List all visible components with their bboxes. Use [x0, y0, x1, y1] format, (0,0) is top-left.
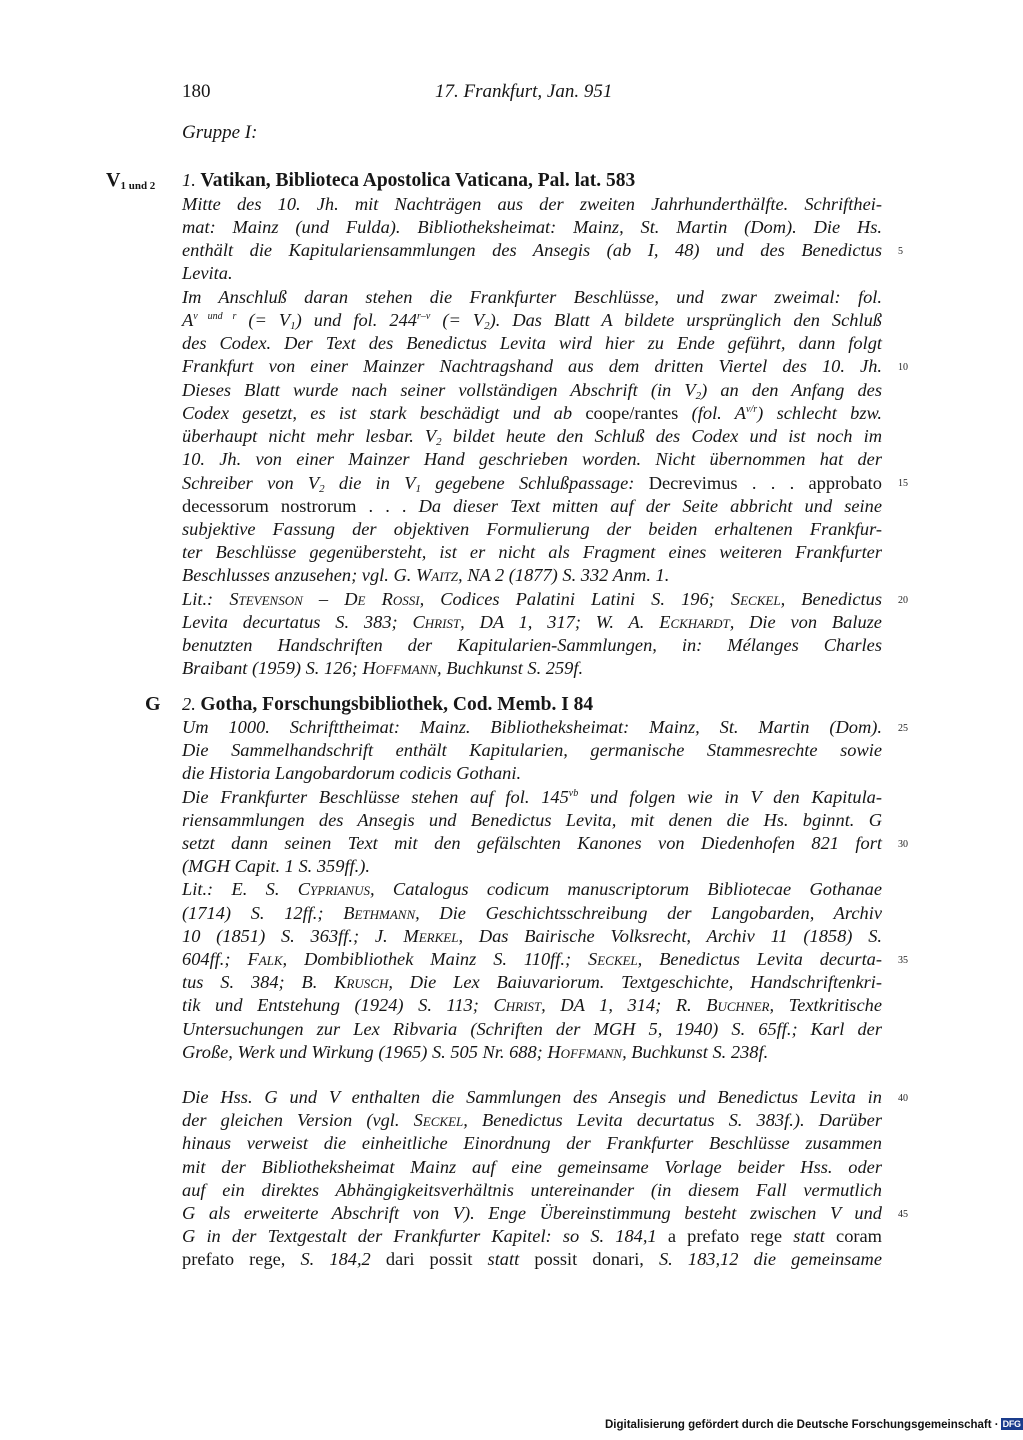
entry-heading-2: 2. Gotha, Forschungsbibliothek, Cod. Memb. I 84: [182, 694, 594, 715]
text-line: setzt dann seinen Text mit den gefälschten Kanones von Diedenhofen 821 fort: [182, 833, 882, 853]
line-number: 25: [898, 723, 908, 734]
group-heading: Gruppe I:: [182, 122, 258, 143]
page-number: 180: [182, 81, 211, 102]
text-line: (MGH Capit. 1 S. 359ff.).: [182, 856, 370, 876]
text-line: die Historia Langobardorum codicis Gothani.: [182, 763, 522, 783]
entry-heading-1: 1. Vatikan, Biblioteca Apostolica Vaticana, Pal. lat. 583: [182, 170, 636, 191]
text-line: Levita decurtatus S. 383; Christ, DA 1, 317; W. A. Eckhardt, Die von Baluze: [182, 612, 882, 632]
text-line: der gleichen Version (vgl. Seckel, Benedictus Levita decurtatus S. 383f.). Darüber: [182, 1110, 882, 1130]
credit-text: Digitalisierung gefördert durch die Deutsche Forschungsgemeinschaft ·: [605, 1419, 999, 1431]
text-line: benutzten Handschriften der Kapitularien-Sammlungen, in: Mélanges Charles: [182, 635, 882, 655]
line-number: 45: [898, 1209, 908, 1220]
text-line: Lit.: E. S. Cyprianus, Catalogus codicum manuscriptorum Bibliotecae Gothanae: [182, 879, 883, 899]
text-line: Untersuchungen zur Lex Ribvaria (Schriften der MGH 5, 1940) S. 65ff.; Karl der: [182, 1019, 882, 1039]
text-line: enthält die Kapitulariensammlungen des Ansegis (ab I, 48) und des Benedictus: [182, 240, 882, 260]
text-line: Um 1000. Schrifttheimat: Mainz. Bibliotheksheimat: Mainz, St. Martin (Dom).: [182, 717, 882, 737]
line-number: 10: [898, 362, 908, 373]
siglum-v: $V_{1 und 2}$: [106, 169, 156, 192]
text-line: $A^{v und r}$ (= $V_1$) und fol. 244$^{r-v}$ (= $V_2$). Das Blatt A bildete ursprünglich den Schluß: [182, 310, 882, 332]
text-line: mat: Mainz (und Fulda). Bibliotheksheimat: Mainz, St. Martin (Dom). Die Hs.: [182, 217, 882, 237]
text-line: (1714) S. 12ff.; Bethmann, Die Geschichtsschreibung der Langobarden, Archiv: [182, 903, 882, 923]
text-line: auf ein direktes Abhängigkeitsverhältnis untereinander (in diesem Fall vermutlich: [182, 1180, 882, 1200]
text-line: Mitte des 10. Jh. mit Nachträgen aus der zweiten Jahrhunderthälfte. Schrifthei-: [182, 194, 882, 214]
text-line: Codex gesetzt, es ist stark beschädigt und ab coope/rantes (fol. $A^{v/r}$) schlecht bzw.: [182, 403, 883, 423]
text-line: subjektive Fassung der objektiven Formulierung der beiden erhaltenen Frankfur-: [182, 519, 882, 539]
text-line: Die Sammelhandschrift enthält Kapitularien, germanische Stammesrechte sowie: [182, 740, 882, 760]
text-line: hinaus verweist die einheitliche Einordnung der Frankfurter Beschlüsse zusammen: [182, 1133, 882, 1153]
text-line: 604ff.; Falk, Dombibliothek Mainz S. 110ff.; Seckel, Benedictus Levita decurta-: [182, 949, 883, 969]
line-number: 35: [898, 955, 908, 966]
text-line: Schreiber von $V_2$ die in $V_1$ gegebene Schlußpassage: Decrevimus . . . approbato: [182, 473, 882, 495]
text-line: tus S. 384; B. Krusch, Die Lex Baiuvariorum. Textgeschichte, Handschriftenkri-: [182, 972, 882, 992]
text-line: riensammlungen des Ansegis und Benedictus Levita, mit denen die Hs. bginnt. G: [182, 810, 882, 830]
text-line: Die Hss. G und V enthalten die Sammlungen des Ansegis und Benedictus Levita in: [182, 1087, 882, 1107]
digitization-credit: [605, 1418, 1023, 1431]
text-line: überhaupt nicht mehr lesbar. $V_2$ bildet heute den Schluß des Codex und ist noch im: [182, 426, 882, 448]
running-title: 17. Frankfurt, Jan. 951: [435, 81, 613, 102]
text-line: ter Beschlüsse gegenübersteht, ist er nicht als Fragment eines weiteren Frankfurter: [182, 542, 882, 562]
text-line: des Codex. Der Text des Benedictus Levita wird hier zu Ende geführt, dann folgt: [182, 333, 882, 353]
text-line: prefato rege, S. 184,2 dari possit statt possit donari, S. 183,12 die gemeinsame: [182, 1249, 882, 1269]
text-line: mit der Bibliotheksheimat Mainz auf eine gemeinsame Vorlage beider Hss. oder: [182, 1157, 882, 1177]
line-number: 15: [898, 478, 908, 489]
text-line: 10 (1851) S. 363ff.; J. Merkel, Das Bairische Volksrecht, Archiv 11 (1858) S.: [182, 926, 882, 946]
text-line: G in der Textgestalt der Frankfurter Kapitel: so S. 184,1 a prefato rege statt coram: [182, 1226, 882, 1246]
text-line: Lit.: Stevenson – De Rossi, Codices Palatini Latini S. 196; Seckel, Benedictus: [182, 589, 882, 609]
text-line: Dieses Blatt wurde nach seiner vollständigen Abschrift (in $V_2$) an den Anfang des: [182, 380, 882, 402]
text-line: 10. Jh. von einer Mainzer Hand geschrieben worden. Nicht übernommen hat der: [182, 449, 882, 469]
text-line: Beschlusses anzusehen; vgl. G. Waitz, NA 2 (1877) S. 332 Anm. 1.: [182, 565, 670, 585]
text-line: Im Anschluß daran stehen die Frankfurter Beschlüsse, und zwar zweimal: fol.: [182, 287, 882, 307]
line-number: 30: [898, 839, 908, 850]
line-number: 40: [898, 1093, 908, 1104]
text-line: Große, Werk und Wirkung (1965) S. 505 Nr. 688; Hoffmann, Buchkunst S. 238f.: [182, 1042, 769, 1062]
text-line: Die Frankfurter Beschlüsse stehen auf fol. $145^{vb}$ und folgen wie in V den Kapitula-: [182, 787, 882, 807]
text-line: Levita.: [182, 263, 233, 283]
text-line: tik und Entstehung (1924) S. 113; Christ, DA 1, 314; R. Buchner, Textkritische: [182, 995, 882, 1015]
text-line: Frankfurt von einer Mainzer Nachtragshand aus dem dritten Viertel des 10. Jh.: [182, 356, 882, 376]
text-line: G als erweiterte Abschrift von V). Enge Übereinstimmung besteht zwischen V und: [182, 1203, 882, 1223]
line-number: 5: [898, 246, 903, 257]
dfg-logo: DFG: [1002, 1419, 1021, 1429]
text-line: Braibant (1959) S. 126; Hoffmann, Buchkunst S. 259f.: [182, 658, 584, 678]
text-line: decessorum nostrorum . . . Da dieser Text mitten auf der Seite abbricht und seine: [182, 496, 882, 516]
siglum-g: G: [145, 693, 161, 715]
line-number: 20: [898, 595, 908, 606]
